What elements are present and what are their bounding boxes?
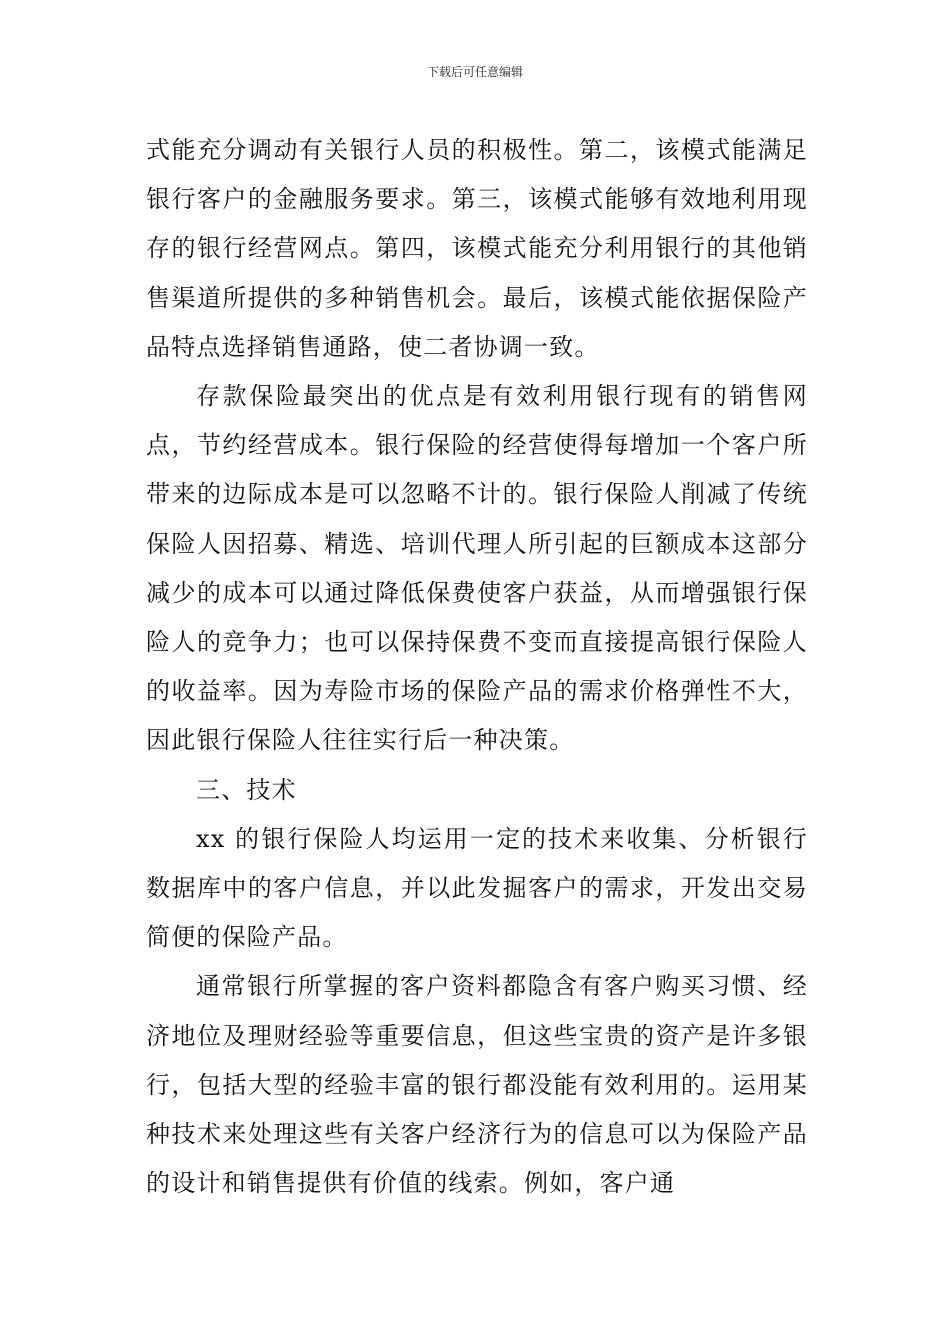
page-header: 下载后可任意编辑 <box>426 65 523 79</box>
paragraph-3: xx 的银行保险人均运用一定的技术来收集、分析银行数据库中的客户信息，并以此发掘客户的需求，开发出交易简便的保险产品。 <box>146 824 808 952</box>
document-body <box>146 126 808 1208</box>
paragraph-2: 存款保险最突出的优点是有效利用银行现有的销售网点，节约经营成本。银行保险的经营使得每增加一个客户所带来的边际成本是可以忽略不计的。银行保险人削减了传统保险人因招募、精选、培训代理人所引起的巨额成本这部分减少的成本可以通过降低保费使客户获益，从而增强银行保险人的竞争力；也可以保持保费不变而直接提高银行保险人的收益率。因为寿险市场的保险产品的需求价格弹性不大，因此银行保险人往往实行后一种决策。 <box>146 382 808 755</box>
paragraph-4: 通常银行所掌握的客户资料都隐含有客户购买习惯、经济地位及理财经验等重要信息，但这些宝贵的资产是许多银行，包括大型的经验丰富的银行都没能有效利用的。运用某种技术来处理这些有关客户经济行为的信息可以为保险产品的设计和销售提供有价值的线索。例如，客户通 <box>146 972 808 1198</box>
section-heading: 三、技术 <box>196 775 297 804</box>
paragraph-1: 式能充分调动有关银行人员的积极性。第二，该模式能满足银行客户的金融服务要求。第三，该模式能够有效地利用现存的银行经营网点。第四，该模式能充分利用银行的其他销售渠道所提供的多种销售机会。最后，该模式能依据保险产品特点选择销售通路，使二者协调一致。 <box>146 136 808 361</box>
